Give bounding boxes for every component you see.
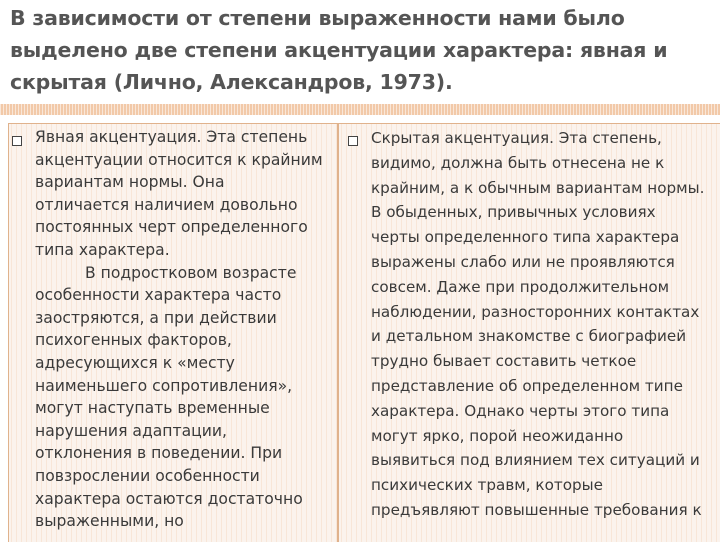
square-bullet-icon xyxy=(348,136,358,146)
text-line: наблюдении, разносторонних контактах xyxy=(371,302,700,321)
text-line: постоянных черт определенного xyxy=(35,218,308,237)
text-line: наименьшего сопротивления», xyxy=(35,376,293,395)
square-bullet-icon xyxy=(12,136,22,146)
text-line: трудно бывает составить четкое xyxy=(371,352,637,371)
title-line: выделено две степени акцентуации характера: явная и xyxy=(10,38,668,62)
text-line: психогенных факторов, xyxy=(35,331,232,350)
accent-divider xyxy=(0,104,720,115)
text-line: выраженными, но xyxy=(35,512,184,531)
slide-title xyxy=(10,2,710,98)
text-line: характера остаются достаточно xyxy=(35,489,303,508)
title-line: скрытая (Лично, Александров, 1973). xyxy=(10,70,453,94)
text-line: отличается наличием довольно xyxy=(35,195,298,214)
text-line: могут ярко, порой неожиданно xyxy=(371,426,624,445)
text-line: Явная акцентуация. Эта степень xyxy=(35,128,308,146)
right-column-text xyxy=(371,126,720,523)
text-line: совсем. Даже при продолжительном xyxy=(371,277,670,296)
text-line: адресующихся к «месту xyxy=(35,353,235,372)
text-line: могут наступать временные xyxy=(35,399,270,418)
text-line: крайним, а к обычным вариантам нормы. xyxy=(371,178,705,197)
text-line: психических травм, которые xyxy=(371,476,603,495)
text-line: выявиться под влиянием тех ситуаций и xyxy=(371,451,700,470)
text-line: предъявляют повышенные требования к xyxy=(371,500,702,519)
text-line: нарушения адаптации, xyxy=(35,421,227,440)
title-line: В зависимости от степени выраженности нами было xyxy=(10,6,625,30)
text-line: повзрослении особенности xyxy=(35,466,260,485)
text-line: В обыденных, привычных условиях xyxy=(371,203,656,222)
text-line: отклонения в поведении. При xyxy=(35,444,283,463)
text-line: В подростковом возрасте xyxy=(85,263,297,282)
text-line: характера. Однако черты этого типа xyxy=(371,401,670,420)
text-line: выражены слабо или не проявляются xyxy=(371,252,675,271)
text-line: Скрытая акцентуация. Эта степень, xyxy=(371,129,662,147)
text-line: видимо, должна быть отнесена не к xyxy=(371,153,665,172)
text-line: представление об определенном типе xyxy=(371,376,683,395)
text-line: и детальном знакомстве с биографией xyxy=(371,327,687,346)
text-line: вариантам нормы. Она xyxy=(35,173,225,192)
text-line: заостряются, а при действии xyxy=(35,308,277,327)
text-line: типа характера. xyxy=(35,240,170,259)
text-line: черты определенного типа характера xyxy=(371,228,680,247)
left-column-text xyxy=(35,126,335,533)
text-line: акцентуации относится к крайним xyxy=(35,150,323,169)
text-line: особенности характера часто xyxy=(35,286,282,305)
